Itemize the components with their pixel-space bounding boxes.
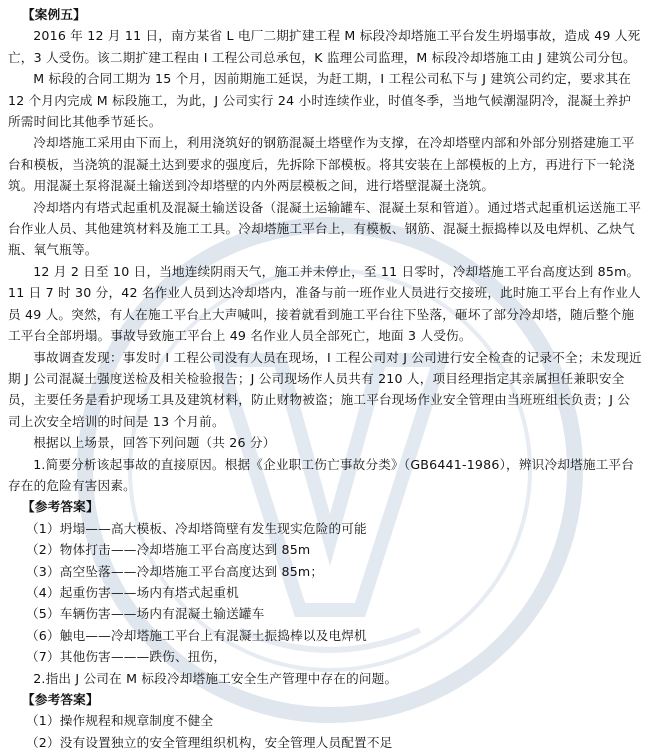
paragraph-intro: 2016 年 12 月 11 日，南方某省 L 电厂二期扩建工程 M 标段冷却塔施工平台发生坍塌事故，造成 49 人死亡，3 人受伤。该二期扩建工程由 I 工程公司总承包，K 监理公司监理，M 标段冷却塔施工由 J 建筑公司分包。 <box>8 28 641 65</box>
paragraph-accident: 12 月 2 日至 10 日，当地连续阴雨天气，施工并未停止，至 11 日零时，冷却塔施工平台高度达到 85m。11 日 7 时 30 分，42 名作业人员到达冷却塔内，准备与前一班作业人员进行交接班，此时施工平台上有作业人员 49 人。突然，有人在施工平台上大声喊叫，接着就看到施工平台往下坠落，砸坏了部分冷却塔，随后整个施工平台全部坍塌。事故导致施工平台上 49 名作业人员全部死亡，地面 3 人受伤。 <box>8 263 641 344</box>
paragraph-equipment: 冷却塔内有塔式起重机及混凝土输送设备（混凝土运输罐车、混凝土泵和管道）。通过塔式起重机运送施工平台作业人员、其他建筑材料及施工工具。冷却塔施工平台上，有模板、钢筋、混凝土振捣棒以及电焊机、乙炔气瓶、氧气瓶等。 <box>8 199 641 258</box>
answer-item: （2）没有设置独立的安全管理组织机构，安全管理人员配置不足 <box>26 734 393 750</box>
answer-item: （1）操作规程和规章制度不健全 <box>26 713 214 729</box>
question-2: 2.指出 J 公司在 M 标段冷却塔施工安全生产管理中存在的问题。 <box>33 670 398 686</box>
answer-heading-2: 【参考答案】 <box>22 692 99 707</box>
answer-item: （2）物体打击——冷却塔施工平台高度达到 85m <box>26 542 311 558</box>
answer-item: （1）坍塌——高大模板、冷却塔筒壁有发生现实危险的可能 <box>26 520 367 536</box>
answer-heading-1: 【参考答案】 <box>22 499 99 515</box>
paragraph-construction-method: 冷却塔施工采用由下而上，利用浇筑好的钢筋混凝土塔壁作为支撑，在冷却塔壁内部和外部分别搭建施工平台和模板，当浇筑的混凝土达到要求的强度后，先拆除下部模板。将其安装在上部模板的上方，再进行下一轮浇筑。用混凝土泵将混凝土输送到冷却塔壁的内外两层模板之间，进行塔壁混凝土浇筑。 <box>8 135 635 194</box>
paragraph-investigation: 事故调查发现：事发时 I 工程公司没有人员在现场，I 工程公司对 J 公司进行安全检查的记录不全；未发现近期 J 公司混凝土强度送检及相关检验报告；J 公司现场作人员共有 210 人，项目经理指定其亲属担任兼职安全员，主要任务是看护现场工具及建筑材料，防止财物被盗；施工平台现场作业安全管理由当班班组长负责；J 公司上次安全培训的时间是 13 个月前。 <box>8 349 642 429</box>
answer-item: （7）其他伤害———跌伤、扭伤， <box>26 649 227 665</box>
paragraph-schedule: M 标段的合同工期为 15 个月，因前期施工延误，为赶工期，I 工程公司私下与 J 建筑公司约定，要求其在 12 个月内完成 M 标段施工，为此，J 公司实行 24 小时连续作业，时值冬季，当地气候潮湿阴冷，混凝土养护所需时间比其他季节延长。 <box>8 71 632 130</box>
answer-item: （3）高空坠落——冷却塔施工平台高度达到 85m； <box>26 563 324 579</box>
case-document <box>8 4 642 753</box>
case-title: 【案例五】 <box>22 7 86 22</box>
paragraph-instruction: 根据以上场景，回答下列问题（共 26 分） <box>33 435 276 451</box>
answer-item: （4）起重伤害——场内有塔式起重机 <box>26 584 239 600</box>
answer-item: （5）车辆伤害——场内有混凝土输送罐车 <box>26 606 265 622</box>
answer-item: （6）触电——冷却塔施工平台上有混凝土振捣棒以及电焊机 <box>26 627 367 643</box>
question-1: 1.简要分析该起事故的直接原因。根据《企业职工伤亡事故分类》（GB6441-1986），辨识冷却塔施工平台存在的危险有害因素。 <box>8 456 634 493</box>
